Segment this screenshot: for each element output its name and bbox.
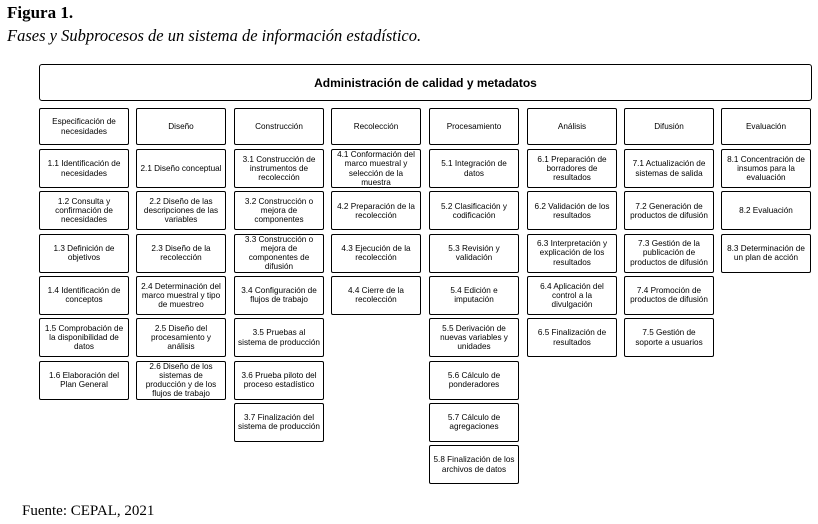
subprocess-box [624,318,714,357]
subprocess-label: 4.1 Conformación del marco muestral y selección de la muestra [337,150,415,187]
subprocess-label: 2.4 Determinación del marco muestral y tipo de muestreo [141,281,221,309]
subprocess-box [39,191,129,230]
subprocess-box [624,149,714,188]
subprocess-box [234,191,324,230]
subprocess-box [136,318,226,357]
subprocess-box [527,191,617,230]
subprocess-box [527,276,617,315]
subprocess-label: 7.3 Gestión de la publicación de productos de difusión [630,239,708,267]
subprocess-label: 5.7 Cálculo de agregaciones [447,413,501,432]
subprocess-box [721,149,811,188]
header-label: Administración de calidad y metadatos [314,75,537,90]
subprocess-label: 8.2 Evaluación [739,206,793,216]
phase-label: Diseño [168,121,194,131]
figure-title: Fases y Subprocesos de un sistema de información estadístico. [7,26,422,45]
subprocess-label: 1.3 Definición de objetivos [53,243,115,263]
phase-box-3 [234,108,324,145]
subprocess-box [136,191,226,230]
phase-box-4 [331,108,421,145]
subprocess-label: 3.2 Construcción o mejora de componentes [244,196,314,225]
subprocess-label: 4.4 Cierre de la recolección [348,286,404,305]
subprocess-box [721,234,811,273]
phase-box-1 [39,108,129,145]
phase-label: Evaluación [745,121,787,131]
subprocess-label: 4.3 Ejecución de la recolección [341,243,411,263]
subprocess-box [429,403,519,442]
phase-label: Análisis [557,121,587,131]
subprocess-box [527,234,617,273]
phase-box-8 [721,108,811,145]
subprocess-label: 1.2 Consulta y confirmación de necesidades [55,196,113,225]
subprocess-box [39,276,129,315]
subprocess-label: 3.7 Finalización del sistema de producción [238,413,320,432]
subprocess-label: 3.4 Configuración de flujos de trabajo [241,286,317,305]
subprocess-box [527,318,617,357]
subprocess-label: 5.4 Edición e imputación [450,286,498,305]
subprocess-label: 3.6 Prueba piloto del proceso estadístico [241,370,317,389]
subprocess-label: 6.4 Aplicación del control a la divulgación [540,281,604,309]
subprocess-label: 6.5 Finalización de resultados [537,328,607,347]
subprocess-label: 5.2 Clasificación y codificación [441,201,507,220]
phase-box-6 [527,108,617,145]
subprocess-box [234,361,324,400]
phase-box-7 [624,108,714,145]
subprocess-box [429,276,519,315]
subprocess-box [39,234,129,273]
subprocess-box [331,234,421,273]
subprocess-box [234,318,324,357]
subprocess-label: 2.1 Diseño conceptual [140,163,222,173]
subprocess-label: 5.8 Finalización de los archivos de datos [433,455,515,474]
phase-label: Difusión [654,121,684,131]
subprocess-box [39,318,129,357]
subprocess-box [234,276,324,315]
subprocess-box [429,149,519,188]
phase-label: Recolección [353,121,399,131]
phase-label: Especificación de necesidades [52,117,116,136]
subprocess-box [624,276,714,315]
subprocess-label: 1.6 Elaboración del Plan General [48,370,120,389]
subprocess-label: 1.4 Identificación de conceptos [47,286,121,305]
subprocess-box [624,191,714,230]
subprocess-box [624,234,714,273]
subprocess-label: 6.3 Interpretación y explicación de los resultados [536,239,608,267]
subprocess-label: 3.3 Construcción o mejora de componentes de difusión [244,234,314,272]
subprocess-box [39,149,129,188]
subprocess-label: 2.3 Diseño de la recolección [151,243,211,263]
subprocess-label: 5.5 Derivación de nuevas variables y unidades [440,323,508,352]
subprocess-label: 2.6 Diseño de los sistemas de producción y de los flujos de trabajo [145,361,217,399]
subprocess-label: 6.2 Validación de los resultados [534,201,610,220]
subprocess-label: 3.1 Construcción de instrumentos de recolección [242,154,316,183]
subprocess-box [429,361,519,400]
subprocess-box [331,191,421,230]
subprocess-box [331,276,421,315]
subprocess-label: 1.5 Comprobación de la disponibilidad de datos [44,323,124,352]
subprocess-label: 8.1 Concentración de insumos para la evaluación [727,154,805,183]
subprocess-box [429,318,519,357]
subprocess-label: 8.3 Determinación de un plan de acción [727,243,805,263]
subprocess-label: 4.2 Preparación de la recolección [337,201,415,220]
phase-label: Procesamiento [446,121,502,131]
subprocess-box [331,149,421,188]
subprocess-label: 3.5 Pruebas al sistema de producción [238,328,320,347]
subprocess-label: 5.3 Revisión y validación [448,243,500,263]
subprocess-box [136,149,226,188]
phase-box-2 [136,108,226,145]
subprocess-label: 2.5 Diseño del procesamiento y análisis [150,323,212,352]
subprocess-label: 5.6 Cálculo de ponderadores [447,370,501,389]
subprocess-box [429,234,519,273]
subprocess-label: 6.1 Preparación de borradores de resultados [537,154,607,183]
subprocess-label: 7.2 Generación de productos de difusión [630,201,708,220]
subprocess-box [429,191,519,230]
subprocess-label: 5.1 Integración de datos [441,159,507,178]
subprocess-box [136,234,226,273]
subprocess-label: 7.4 Promoción de productos de difusión [630,286,708,305]
figure-source: Fuente: CEPAL, 2021 [22,503,155,519]
subprocess-label: 7.1 Actualización de sistemas de salida [632,159,706,178]
subprocess-box [234,149,324,188]
phase-label: Construcción [255,121,303,131]
subprocess-label: 2.2 Diseño de las descripciones de las variables [143,196,219,225]
subprocess-box [136,361,226,400]
subprocess-box [721,191,811,230]
subprocess-box [234,234,324,273]
phase-box-5 [429,108,519,145]
subprocess-box [234,403,324,442]
subprocess-box [527,149,617,188]
subprocess-box [429,445,519,484]
figure-label: Figura 1. [7,3,74,22]
subprocess-box [136,276,226,315]
subprocess-label: 7.5 Gestión de soporte a usuarios [635,328,703,347]
subprocess-box [39,361,129,400]
subprocess-label: 1.1 Identificación de necesidades [47,159,121,178]
